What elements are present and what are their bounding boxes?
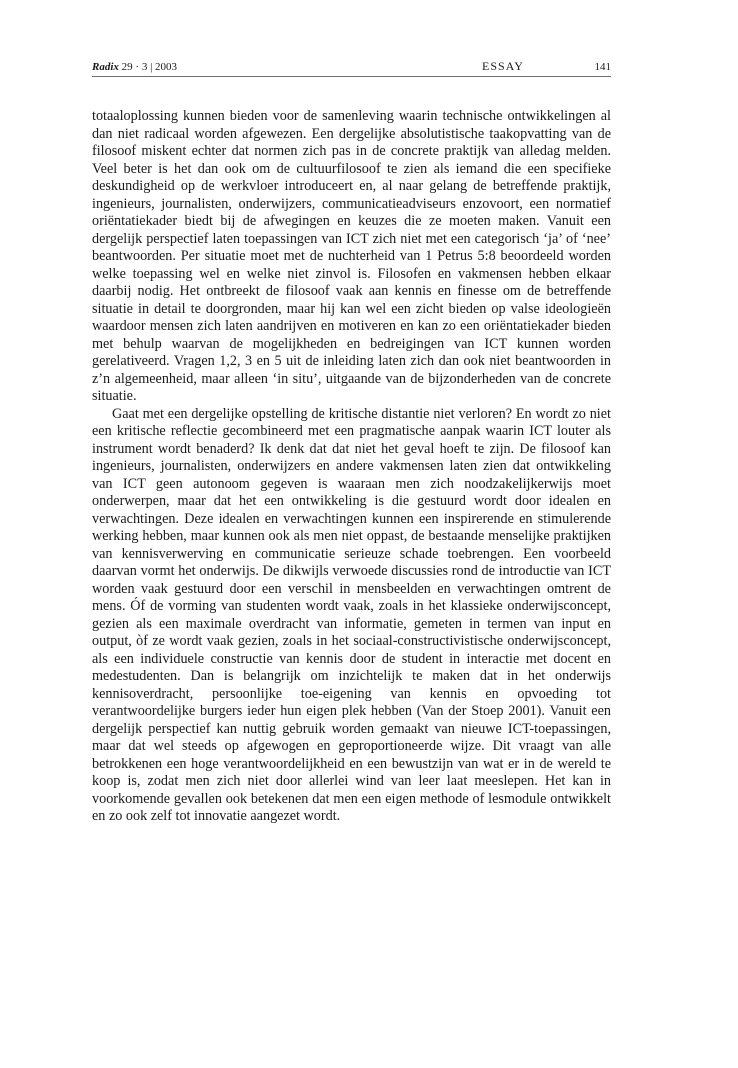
journal-citation <box>92 59 177 75</box>
article-body <box>92 108 611 826</box>
journal-issue: 29 · 3 | 2003 <box>121 61 178 73</box>
page-number: 141 <box>594 61 611 73</box>
page <box>92 58 611 826</box>
body-paragraph: totaaloplossing kunnen bieden voor de samenleving waarin technische ontwikkelingen al dan niet radicaal worden afgewezen. Een dergelijke absolutistische taakopvatting van de filosoof miskent echter dat normen zich pas in de concrete praktijk van alledag melden. Veel beter is het dan ook om de cultuurfilosoof te zien als iemand die een specifieke deskundigheid op de werkvloer introduceert en, al naar gelang de betreffende praktijk, ingenieurs, journalisten, onderwijzers, communicatieadviseurs enzovoort, een normatief oriëntatiekader biedt bij de afwegingen en keuzes die ze moeten maken. Vanuit een dergelijk perspectief laten toepassingen van ICT zich niet met een categorisch ‘ja’ of ‘nee’ beantwoorden. Per situatie moet met de nuchterheid van 1 Petrus 5:8 beoordeeld worden welke toepassing wel en welke niet zinvol is. Filosofen en vakmensen hebben elkaar daarbij nodig. Het ontbreekt de filosoof vaak aan kennis en finesse om de betreffende situatie in detail te doorgronden, maar hij kan wel een zicht bieden op valse ideologieën waardoor mensen zich laten aandrijven en motiveren en kan zo een oriëntatiekader bieden met behulp waarvan de mogelijkheden en bedreigingen van ICT kunnen worden gerelativeerd. Vragen 1,2, 3 en 5 uit de inleiding laten zich dan ook niet beantwoorden in z’n algemeenheid, maar alleen ‘in situ’, uitgaande van de bijzonderheden van de concrete situatie. <box>92 108 611 404</box>
journal-name: Radix <box>92 61 119 73</box>
running-header <box>92 58 611 77</box>
body-paragraph: Gaat met een dergelijke opstelling de kritische distantie niet verloren? En wordt zo niet een kritische reflectie gecombineerd met een pragmatische aanpak waarin ICT louter als instrument wordt benaderd? Ik denk dat dat niet het geval hoeft te zijn. De filosoof kan ingenieurs, journalisten, onderwijzers en andere vakmensen laten zien dat ontwikkeling van ICT geen autonoom gegeven is waaraan men zich noodzakelijkerwijs moet onderwerpen, maar dat het een ontwikkeling is die gestuurd wordt door idealen en verwachtingen. Deze idealen en verwachtingen kunnen een inspirerende en stimulerende werking hebben, maar kunnen ook als men niet oppast, de bestaande menselijke praktijken van kennisverwerving en communicatie serieuze schade toebrengen. Een voorbeeld daarvan vormt het onderwijs. De dikwijls verwoede discussies rond de introductie van ICT worden vaak gestuurd door een verschil in mensbeelden en verwachtingen omtrent de mens. Óf de vorming van studenten wordt vaak, zoals in het klassieke onderwijsconcept, gezien als een maximale overdracht van informatie, gemeten in termen van input en output, òf ze wordt vaak gezien, zoals in het sociaal-constructivistische onderwijsconcept, als een individuele constructie van kennis door de student in interactie met docent en medestudenten. Dan is belangrijk om inzichtelijk te maken dat in het onderwijs kennisoverdracht, persoonlijke toe-eigening van kennis en opvoeding tot verantwoordelijke burgers ieder hun eigen plek hebben (Van der Stoep 2001). Vanuit een dergelijk perspectief kan nuttig gebruik worden gemaakt van nieuwe ICT-toepassingen, maar dat wel steeds op afgewogen en geproportioneerde wijze. Dit vraagt van alle betrokkenen een hoge verantwoordelijkheid en een bewustzijn van wat er in de wereld te koop is, zodat men zich niet door allerlei wind van leer laat meeslepen. Het kan in voorkomende gevallen ook betekenen dat men een eigen methode of lesmodule ontwikkelt en zo ook zelf tot innovatie aangezet wordt. <box>92 405 611 824</box>
section-label: ESSAY <box>482 59 524 73</box>
